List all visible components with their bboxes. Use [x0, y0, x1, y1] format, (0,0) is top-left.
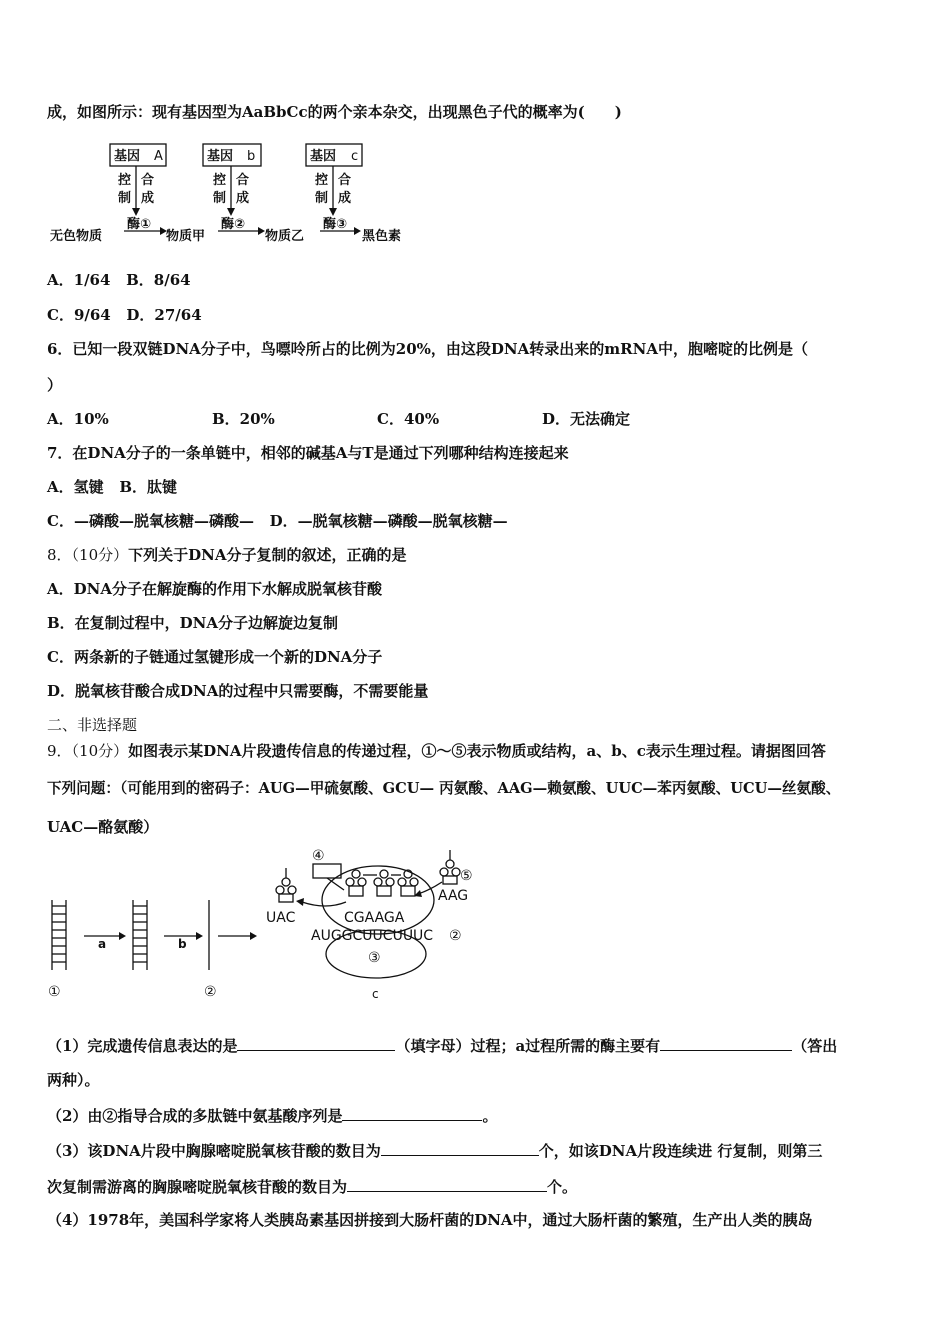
- q9-sub2-blank[interactable]: [342, 1104, 482, 1121]
- q8-option-b[interactable]: B．在复制过程中，DNA分子边解旋边复制: [47, 614, 339, 632]
- anticodon-uac: UAC: [266, 910, 296, 926]
- svg-text:制: 制: [315, 191, 329, 206]
- label-process-b: b: [178, 937, 187, 951]
- label-process-c: c: [372, 987, 379, 1001]
- substance-yi: 物质乙: [265, 229, 305, 244]
- svg-text:合: 合: [141, 173, 155, 188]
- anticodon-aag: AAG: [438, 888, 469, 904]
- gene-box-c: [306, 144, 362, 166]
- q9-sub3-cont: 次复制需游离的胸腺嘧啶脱氧核苷酸的数目为 个。: [47, 1175, 577, 1197]
- gene-box-b: [203, 144, 261, 166]
- q9-sub3: （3）该DNA片段中胸腺嘧啶脱氧核苷酸的数目为 个，如该DNA片段连续进 行复制，则第三: [47, 1139, 822, 1161]
- svg-text:控: 控: [213, 173, 227, 188]
- q7-option-b[interactable]: B．肽键: [119, 478, 177, 496]
- gene-letter-b: b: [247, 149, 256, 164]
- gene-box-a: [110, 144, 166, 166]
- q6-options: [47, 409, 630, 429]
- gene-letter-c: c: [351, 149, 359, 164]
- q9-sub4: （4）1978年，美国科学家将人类胰岛素基因拼接到大肠杆菌的DNA中，通过大肠杆菌的繁殖，生产出人类的胰岛: [47, 1211, 813, 1229]
- q8-option-a[interactable]: A．DNA分子在解旋酶的作用下水解成脱氧核苷酸: [47, 580, 382, 598]
- svg-text:控: 控: [315, 173, 329, 188]
- svg-text:成: 成: [141, 191, 155, 206]
- label-process-a: a: [98, 937, 107, 951]
- enzyme-3: 酶③: [323, 217, 348, 232]
- gene-label-c: 基因: [310, 149, 337, 164]
- label-trna-circle-5: ⑤: [460, 868, 473, 884]
- q9-sub2: （2）由②指导合成的多肽链中氨基酸序列是 。: [47, 1104, 497, 1126]
- q5-option-d[interactable]: D．27/64: [126, 306, 202, 324]
- trna-right: [440, 850, 460, 884]
- q5-option-a[interactable]: A．1/64: [47, 271, 111, 289]
- q9-sub1: （1）完成遗传信息表达的是 （填字母）过程；a过程所需的酶主要有 （答出: [47, 1034, 837, 1056]
- q6-option-d[interactable]: D．无法确定: [542, 410, 631, 428]
- svg-text:制: 制: [118, 191, 132, 206]
- q8-option-c[interactable]: C．两条新的子链通过氢键形成一个新的DNA分子: [47, 648, 383, 666]
- q8-option-d[interactable]: D．脱氧核苷酸合成DNA的过程中只需要酶，不需要能量: [47, 682, 429, 700]
- q9-stem-line2: 下列问题：（可能用到的密码子：AUG—甲硫氨酸、GCU— 丙氨酸、AAG—赖氨酸、UUC—苯丙氨酸、UCU—丝氨酸、: [47, 780, 841, 797]
- substance-jia: 物质甲: [166, 229, 206, 244]
- q6-stem-end: ）: [47, 376, 63, 394]
- q9-sub1-blank-2[interactable]: [660, 1034, 792, 1051]
- label-mrna-strand-circle-2: ②: [449, 928, 462, 944]
- enzyme-2: 酶②: [221, 217, 246, 232]
- label-polypeptide-circle-4: ④: [312, 848, 325, 864]
- q5-options-row1: [47, 270, 191, 290]
- svg-text:合: 合: [338, 173, 352, 188]
- trna-left: [276, 868, 296, 902]
- trna-sequence: CGAAGA: [344, 910, 405, 926]
- q7-option-c[interactable]: C．—磷酸—脱氧核糖—磷酸—: [47, 512, 254, 530]
- q5-options-row2: [47, 305, 202, 325]
- q5-option-c[interactable]: C．9/64: [47, 306, 111, 324]
- q7-options-row1: [47, 477, 177, 497]
- q5-stem: 成，如图所示：现有基因型为AaBbCc的两个亲本杂交，出现黑色子代的概率为( ): [47, 103, 622, 121]
- q8-stem: 8．（10分）下列关于DNA分子复制的叙述，正确的是: [47, 546, 407, 564]
- q7-option-d[interactable]: D．—脱氧核糖—磷酸—脱氧核糖—: [269, 512, 508, 530]
- substance-melanin: 黑色素: [362, 229, 402, 244]
- gene-label-a: 基因: [114, 149, 141, 164]
- substance-colorless: 无色物质: [50, 229, 103, 244]
- q7-option-a[interactable]: A．氢键: [47, 478, 104, 496]
- q9-sub3-blank-2[interactable]: [347, 1175, 547, 1192]
- q9-sub1-blank-1[interactable]: [237, 1034, 395, 1051]
- label-ribosome-circle-3: ③: [368, 950, 381, 966]
- svg-text:合: 合: [236, 173, 250, 188]
- gene-label-b: 基因: [207, 149, 234, 164]
- gene-letter-a: A: [154, 149, 163, 164]
- label-mrna-circle-2: ②: [204, 984, 217, 1000]
- q9-sub1-cont: 两种）。: [47, 1071, 100, 1089]
- dna-expression-diagram: [46, 848, 496, 1004]
- q6-stem: 6．已知一段双链DNA分子中，鸟嘌呤所占的比例为20%，由这段DNA转录出来的mRNA中，胞嘧啶的比例是（: [47, 340, 808, 358]
- mrna-sequence: AUGGCUUCUUUC: [311, 928, 434, 944]
- ladder-1-rungs: [52, 906, 66, 962]
- section-heading: 二、非选择题: [47, 716, 138, 734]
- q9-sub3-blank-1[interactable]: [381, 1139, 539, 1156]
- q7-options-row2: [47, 511, 508, 531]
- q6-option-c[interactable]: C．40%: [377, 410, 440, 428]
- label-dna-circle-1: ①: [48, 984, 61, 1000]
- svg-text:制: 制: [213, 191, 227, 206]
- q9-stem-line1: 9．（10分）如图表示某DNA片段遗传信息的传递过程，①～⑤表示物质或结构，a、b、c表示生理过程。请据图回答: [47, 742, 826, 760]
- svg-text:成: 成: [236, 191, 250, 206]
- svg-text:成: 成: [338, 191, 352, 206]
- svg-text:控: 控: [118, 173, 132, 188]
- q6-option-b[interactable]: B．20%: [212, 410, 275, 428]
- gene-pathway-diagram: [48, 140, 428, 246]
- trna-cluster: [346, 870, 418, 896]
- q5-option-b[interactable]: B．8/64: [126, 271, 191, 289]
- q6-option-a[interactable]: A．10%: [47, 410, 109, 428]
- q7-stem: 7．在DNA分子的一条单链中，相邻的碱基A与T是通过下列哪种结构连接起来: [47, 444, 569, 462]
- enzyme-1: 酶①: [127, 217, 152, 232]
- q9-stem-line3: UAC—酪氨酸）: [47, 818, 159, 836]
